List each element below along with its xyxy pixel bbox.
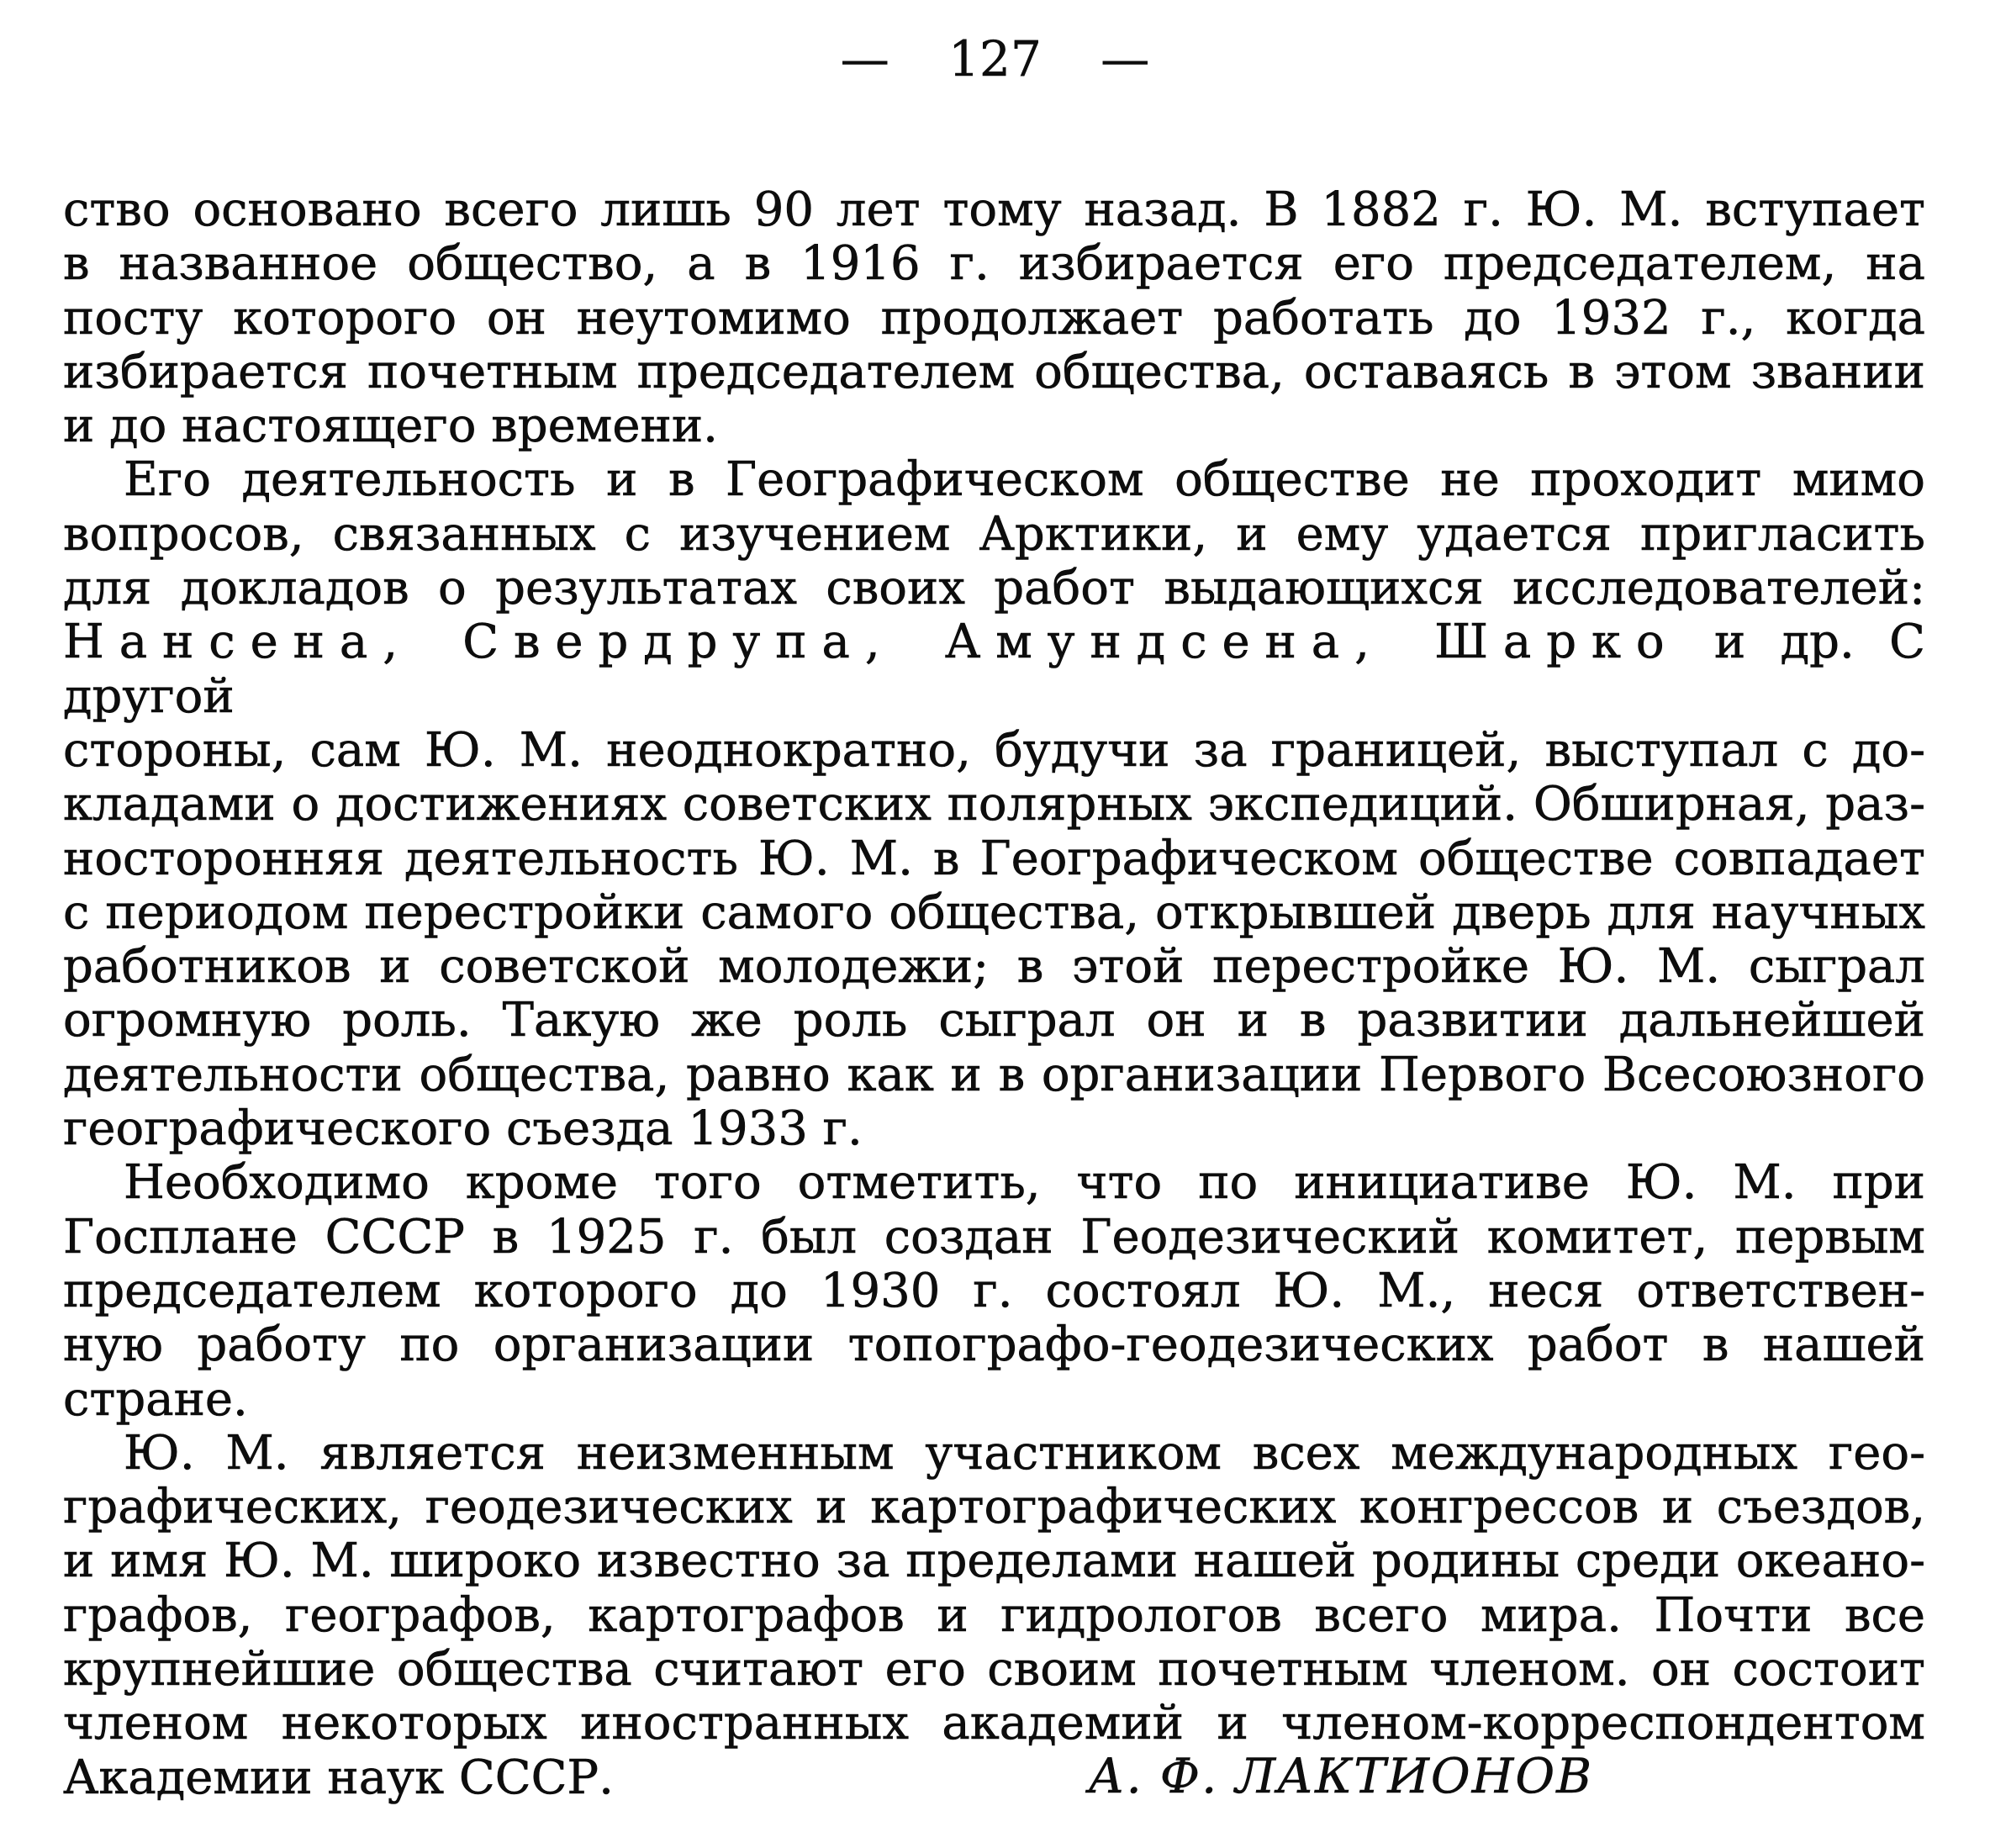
text-line: избирается почетным председателем общества, оставаясь в этом звании — [63, 344, 1925, 399]
text-line: Госплане СССР в 1925 г. был создан Геодезический комитет, первым — [63, 1209, 1925, 1265]
text-line: крупнейшие общества считают его своим почетным членом. он состоит — [63, 1642, 1925, 1698]
paragraph-3 — [63, 1156, 1925, 1426]
text-line: стране. — [63, 1371, 248, 1427]
text-line: вопросов, связанных с изучением Арктики, и ему удается пригласить — [63, 506, 1925, 562]
text-line: работников и советской молодежи; в этой перестройке Ю. М. сыграл — [63, 939, 1925, 995]
text-line: Необходимо кроме того отметить, что по инициативе Ю. М. при — [124, 1155, 1925, 1211]
text-line: членом некоторых иностранных академий и членом-корреспондентом — [63, 1696, 1925, 1751]
text-line: посту которого он неутомимо продолжает работать до 1932 г., когда — [63, 290, 1925, 346]
paragraph-2 — [63, 453, 1925, 1156]
text-line: Его деятельность и в Географическом обществе не проходит мимо — [124, 452, 1925, 508]
text-line: ство основано всего лишь 90 лет тому назад. В 1882 г. Ю. М. вступает — [63, 182, 1925, 237]
spaced-names: Нансена, Свердрупа, Амундсена, Шарко — [63, 615, 1680, 670]
text-line: ную работу по организации топографо-геодезических работ в нашей — [63, 1317, 1925, 1373]
text-line: Академии наук СССР. — [63, 1750, 614, 1805]
text-line: председателем которого до 1930 г. состоял Ю. М., неся ответствен- — [63, 1263, 1925, 1318]
text-line: кладами о достижениях советских полярных экспедиций. Обширная, раз- — [63, 777, 1925, 832]
text-line: стороны, сам Ю. М. неоднократно, будучи за границей, выступал с до- — [63, 722, 1925, 778]
page-number: — 127 — — [840, 30, 1150, 87]
text-line: в названное общество, а в 1916 г. избирается его председателем, на — [63, 236, 1925, 292]
text-line: и имя Ю. М. широко известно за пределами нашей родины среди океано- — [63, 1534, 1925, 1589]
paragraph-4 — [63, 1427, 1925, 1805]
text-line: носторонняя деятельность Ю. М. в Географическом обществе совпадает — [63, 831, 1925, 886]
text-line: с периодом перестройки самого общества, открывшей дверь для научных — [63, 884, 1925, 940]
text-block — [63, 183, 1925, 1805]
text-line: огромную роль. Такую же роль сыграл он и в развитии дальнейшей — [63, 993, 1925, 1048]
text-line: графов, географов, картографов и гидрологов всего мира. Почти все — [63, 1587, 1925, 1643]
text-line: деятельности общества, равно как и в организации Первого Всесоюзного — [63, 1047, 1925, 1102]
text-line — [63, 615, 1925, 724]
text-segment: и др. С другой — [63, 615, 1925, 724]
text-line: для докладов о результатах своих работ выдающихся исследователей: — [63, 561, 1925, 616]
text-line: и до настоящего времени. — [63, 399, 718, 454]
text-line: Ю. М. является неизменным участником всех международных гео- — [124, 1425, 1925, 1481]
text-line: географического съезда 1933 г. — [63, 1101, 863, 1157]
paragraph-1 — [63, 183, 1925, 453]
text-line: графических, геодезических и картографических конгрессов и съездов, — [63, 1480, 1925, 1535]
signature: А. Ф. ЛАКТИОНОВ — [1088, 1749, 1593, 1804]
